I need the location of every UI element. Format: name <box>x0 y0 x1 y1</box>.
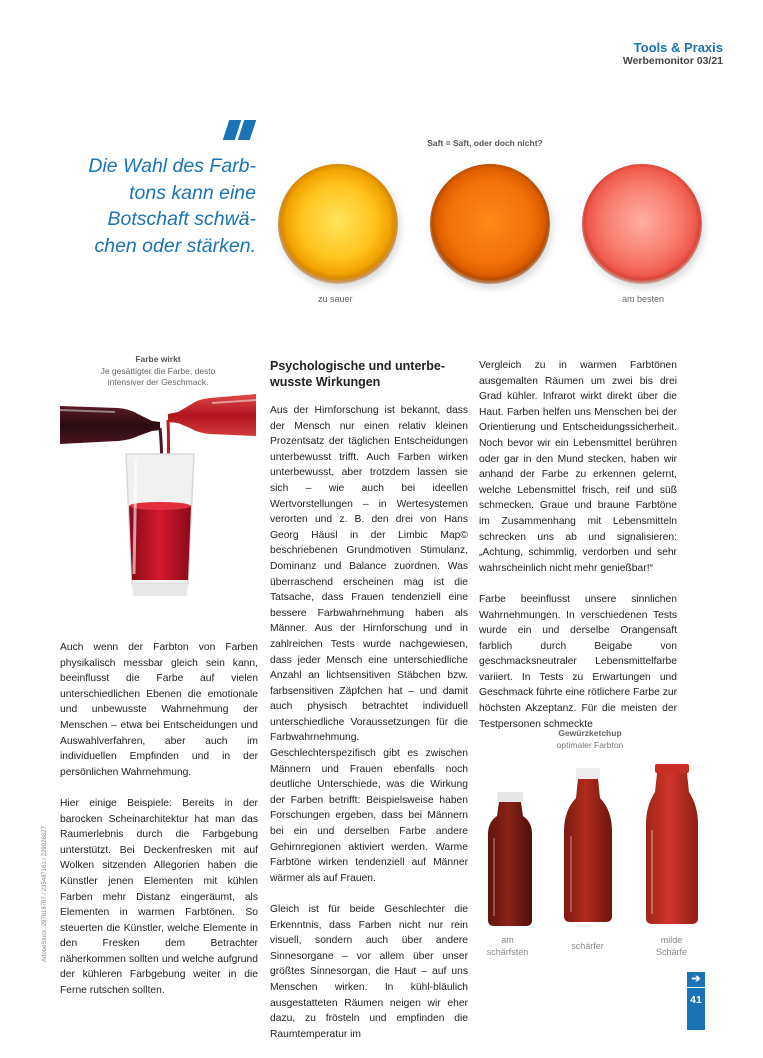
paragraph: Hier einige Beispiele: Bereits in der barocken Scheinarchitektur hat man das Raumerlebnis durch die Farbgebung unterstützt. Bei Deckenfresken mit auf Wolken sitzenden Allegorien haben die Künstler jenen Elementen mit kühlen Farben mehr Distanz eingeräumt, als Elementen in warmen Farbtönen. So steuerten die Künstler, welche Elemente in den Fresken dem Betrachter näherkommen sollten und welche aufgrund der kühleren Farbgebung weiter in die Ferne rutschen sollten. <box>60 797 258 997</box>
bottle-label <box>480 935 535 958</box>
paragraph: Farbe beeinflusst unsere sinnlichen Wahrnehmungen. In verschiedenen Tests wurde ein und derselbe Orangensaft farblich durch Beigabe von geschmacksneutraler Lebensmittelfarbe variiert. In Tests zu Erwartungen und Geschmack führte eine rötlichere Farbe zur höchsten Akzeptanz. Für die meisten der Testpersonen schmeckte <box>479 593 678 730</box>
pour-juice-photo <box>60 388 256 610</box>
juice-glass-yellow <box>278 164 398 284</box>
pour-figure-subtitle-line: Je gesättigter die Farbe, desto <box>100 365 216 376</box>
issue-label: Werbemonitor 03/21 <box>622 55 723 67</box>
bottle-label-line: schärfer <box>571 941 604 951</box>
pour-juice-illustration <box>60 388 256 610</box>
paragraph: Vergleich zu in warmen Farbtönen ausgemalten Räumen um zwei bis drei Grad kühler. Infrarot wirkt direkt über die Haut. Farben helfen uns Menschen bei der Orientierung und Entscheidungssicherheit. Noch bevor wir ein Lebensmittel berühren oder gar in den Mund stecken, haben wir anhand der Farbe zu erkennen gelernt, welche Lebensmittel frisch, reif und süß schmecken. Graue und braune Farbtöne im Zusammenhang mit Lebensmitteln schrecken uns ab und signalisieren: „Achtung, schimmlig, verdorben und sehr wahrscheinlich nicht mehr genießbar!“ <box>479 360 677 574</box>
text-column-2 <box>270 358 468 1058</box>
article-heading <box>270 358 468 390</box>
bottle-label <box>644 935 699 958</box>
ketchup-bottle-2 <box>564 768 612 922</box>
ketchup-bottles-illustration <box>480 760 710 930</box>
pour-figure-title: Farbe wirkt <box>135 354 181 364</box>
section-title: Tools & Praxis <box>633 40 723 55</box>
pour-figure-subtitle-line: intensiver der Geschmack. <box>107 377 209 387</box>
pull-quote-line: tons kann eine <box>129 181 256 204</box>
paragraph: Auch wenn der Farbton von Farben physikalisch messbar gleich sein kann, beeinflusst die Farbe auf vielen unterschiedlichen Ebenen die emotionale und unbewusste Wahrnehmung der Menschen – etwa bei Entscheidungen und Auswahlverfahren, aber auch im individuellen Empfinden und in der persönlichen Wahrnehmung. <box>60 642 258 778</box>
juice-glass-orange <box>430 164 550 284</box>
juice-label-left: zu sauer <box>318 294 353 304</box>
ketchup-figure-title: Gewürzketchup <box>558 728 622 738</box>
next-page-arrow-icon[interactable]: ➔ <box>687 972 705 987</box>
ketchup-figure-subtitle: optimaler Farbton <box>556 739 624 750</box>
article-heading-line: wusste Wirkungen <box>270 375 381 389</box>
paragraph: Gleich ist für beide Geschlechter die Erkenntnis, dass Farben nicht nur rein visuell, sondern auch über andere Sinnesorgane – vor allem über unser größtes Sinnesorgan, die Haut – auf uns Menschen wirken. In kühl-bläulich ausgestatteten Räumen neigen wir eher dazu, zu frösteln und empfinden die Raumtemperatur im <box>270 904 468 1040</box>
page-number: 41 <box>690 994 702 1006</box>
bottle-label <box>560 941 615 953</box>
bottle-label-line: milde <box>660 935 683 945</box>
article-heading-line: Psychologische und unterbe- <box>270 359 446 373</box>
text-column-1 <box>60 640 258 1014</box>
paragraph: Aus der Hirnforschung ist bekannt, dass der Mensch nur einen relativ kleinen Prozentsatz der täglichen Entscheidungen unterbewusst trifft. Auch Farben wirken unterbewusst, aber trotzdem lassen sie sich – wie auch bei ideellen Wertvorstellungen – in Wertesystemen verorten und z. B. den drei von Hans Georg Häusl in der Limbic Map© beschriebenen Grundmotiven Stimulanz, Dominanz und Balance zuordnen. Was überraschend erscheinen mag ist die Tatsache, dass Frauen tendenziell eine bessere Farbwahrnehmung haben als Männer. Aus der Hirnforschung und in zahlreichen Tests wurde nachgewiesen, dass jeder Mensch eine unterschiedliche Anzahl an lichtsensitiven Stäbchen bzw. farbsensitiven Zäpfchen hat – und damit auch physisch betrachtet individuell unterschiedliche Voraussetzungen für die Farbwahrnehmung. Geschlechterspezifisch gibt es zwischen Männern und Frauen ebenfalls noch deutliche Unterschiede, was die Wirkung der Farben betrifft: Beispielsweise haben Forschungen ergeben, dass bei Männern bei ein und derselben Farbe andere Gehirnregionen aktiviert werden. Warme Farbtöne wirken tendenziell auf Männer wärmer als auf Frauen. <box>270 405 468 884</box>
juice-label-right: am besten <box>622 294 665 304</box>
pull-quote-line: chen oder stärken. <box>94 234 256 257</box>
image-credit: AdobeStock: 297618787 / 235487161 / 229926027 <box>42 826 48 962</box>
ketchup-bottles-photo <box>480 760 710 930</box>
quote-mark-icon <box>222 120 256 140</box>
juice-figure-caption: Saft = Saft, oder doch nicht? <box>427 138 543 148</box>
juice-glass-red <box>582 164 702 284</box>
running-header <box>623 40 723 67</box>
ketchup-bottle-1 <box>488 792 532 926</box>
bottle-label-line: schärfsten <box>486 946 529 957</box>
ketchup-figure-caption <box>500 728 680 751</box>
bottle-label-line: Schärfe <box>655 946 688 957</box>
bottle-label-line: am <box>501 935 514 945</box>
text-column-3 <box>479 358 677 748</box>
pull-quote-line: Die Wahl des Farb- <box>88 155 256 177</box>
pull-quote-line: Botschaft schwä- <box>107 208 256 230</box>
ketchup-bottle-3 <box>646 764 698 924</box>
pour-figure-caption <box>60 354 256 389</box>
pull-quote <box>60 153 256 259</box>
